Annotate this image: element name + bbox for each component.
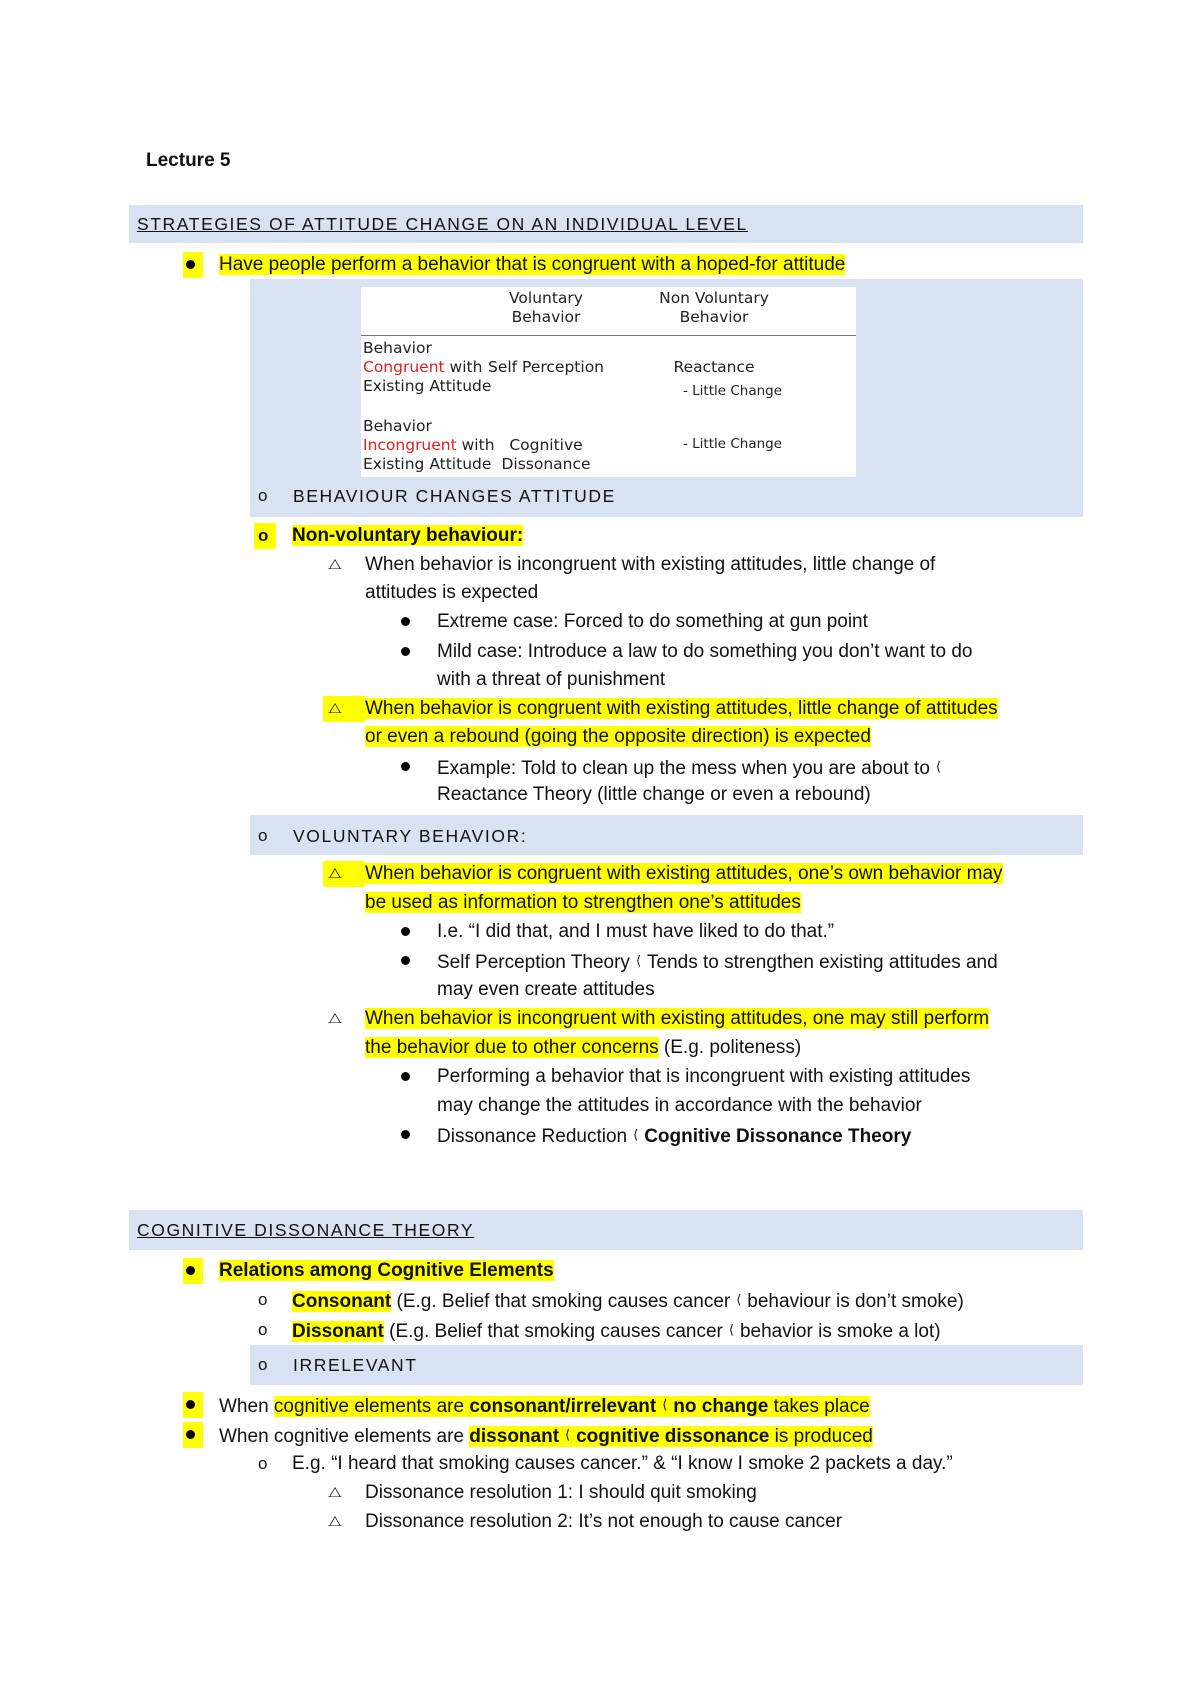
example-reactance: Example: Told to clean up the mess when you are about to ⟨ — [437, 758, 941, 779]
dissonance-reduction: Dissonance Reduction ⟨ Cognitive Dissonance Theory — [437, 1126, 912, 1147]
cell-cognitive-dissonance: Cognitive Dissonance — [501, 436, 591, 473]
bullet-dot — [401, 1130, 410, 1139]
bullet-dot — [401, 1072, 410, 1081]
voluntary-label: VOLUNTARY BEHAVIOR: — [293, 826, 528, 846]
relations-label: Relations among Cognitive Elements — [219, 1260, 554, 1281]
section-heading-cognitive-dissonance: COGNITIVE DISSONANCE THEORY — [137, 1220, 475, 1240]
performing-behavior: may change the attitudes in accordance with the behavior — [437, 1095, 922, 1116]
col-nonvoluntary: Non Voluntary Behavior — [659, 289, 769, 326]
nonvoluntary-item2: or even a rebound (going the opposite direction) is expected — [365, 726, 871, 747]
col-voluntary: Voluntary Behavior — [509, 289, 583, 326]
irrelevant-label: IRRELEVANT — [293, 1355, 418, 1375]
o-bullet: o — [258, 526, 269, 545]
o-bullet: o — [258, 486, 268, 505]
bullet-dot — [401, 617, 410, 626]
bullet-dot — [401, 956, 410, 965]
o-bullet: o — [258, 1454, 268, 1473]
dissonant-produced: When cognitive elements are dissonant ⟨ cognitive dissonance is produced — [219, 1426, 873, 1447]
self-perception-theory: may even create attitudes — [437, 979, 655, 1000]
bullet-dot — [401, 762, 410, 771]
consonant-no-change: When cognitive elements are consonant/irrelevant ⟨ no change takes place — [219, 1396, 870, 1417]
mild-case: with a threat of punishment — [437, 669, 666, 690]
page-title: Lecture 5 — [146, 150, 231, 171]
bullet-icon: ⧍ — [328, 700, 342, 717]
bullet-icon: ⧍ — [328, 556, 342, 573]
section-heading-strategies: STRATEGIES OF ATTITUDE CHANGE ON AN INDIVIDUAL LEVEL — [137, 214, 748, 234]
table-rule — [361, 335, 856, 336]
cell-little-change-2: - Little Change — [683, 436, 783, 452]
bullet-dot — [401, 927, 410, 936]
performing-behavior: Performing a behavior that is incongruent with existing attitudes — [437, 1066, 971, 1087]
o-bullet: o — [258, 1355, 268, 1374]
bullet-dot — [186, 1400, 195, 1409]
cell-little-change-1: - Little Change — [683, 383, 783, 399]
bullet-dot — [401, 647, 410, 656]
cell-reactance: Reactance — [673, 358, 755, 376]
smoking-example: E.g. “I heard that smoking causes cancer.” & “I know I smoke 2 packets a day.” — [292, 1453, 953, 1474]
o-bullet: o — [258, 826, 268, 845]
resolution-1: Dissonance resolution 1: I should quit smoking — [365, 1482, 757, 1503]
row-incongruent-label: Behavior Incongruent with Existing Attitude — [363, 417, 495, 473]
extreme-case: Extreme case: Forced to do something at gun point — [437, 611, 868, 632]
sub-behaviour-changes: BEHAVIOUR CHANGES ATTITUDE — [293, 486, 616, 506]
bullet-icon: ⧍ — [328, 865, 342, 882]
consonant-item: Consonant (E.g. Belief that smoking causes cancer ⟨ behaviour is don’t smoke) — [292, 1291, 964, 1312]
row-congruent-label: Behavior Congruent with Existing Attitude — [363, 339, 492, 395]
voluntary-item1: When behavior is congruent with existing attitudes, one’s own behavior may — [365, 863, 1003, 884]
bullet-dot — [186, 1266, 195, 1275]
attitude-behavior-table — [361, 287, 856, 477]
nonvoluntary-item2: When behavior is congruent with existing attitudes, little change of attitudes — [365, 698, 998, 719]
nonvoluntary-item1: When behavior is incongruent with existing attitudes, little change of — [365, 554, 936, 575]
bullet-dot — [186, 1430, 195, 1439]
cell-self-perception: Self Perception — [487, 358, 604, 376]
nonvoluntary-label: Non-voluntary behaviour: — [292, 525, 524, 546]
example-reactance: Reactance Theory (little change or even a rebound) — [437, 784, 871, 805]
o-bullet: o — [258, 1320, 268, 1339]
bullet-text: Have people perform a behavior that is congruent with a hoped-for attitude — [219, 254, 846, 275]
resolution-2: Dissonance resolution 2: It’s not enough to cause cancer — [365, 1511, 843, 1532]
voluntary-item2: the behavior due to other concerns (E.g. politeness) — [365, 1037, 802, 1058]
o-bullet: o — [258, 1290, 268, 1309]
voluntary-item1: be used as information to strengthen one’s attitudes — [365, 892, 801, 913]
self-perception-theory: Self Perception Theory ⟨ Tends to strengthen existing attitudes and — [437, 952, 998, 973]
bullet-icon: ⧍ — [328, 1010, 342, 1027]
bullet-icon: ⧍ — [328, 1513, 342, 1530]
dissonant-item: Dissonant (E.g. Belief that smoking causes cancer ⟨ behavior is smoke a lot) — [292, 1321, 941, 1342]
voluntary-item2: When behavior is incongruent with existing attitudes, one may still perform — [365, 1008, 990, 1029]
nonvoluntary-item1: attitudes is expected — [365, 582, 539, 603]
bullet-icon: ⧍ — [328, 1484, 342, 1501]
ie-quote: I.e. “I did that, and I must have liked to do that.” — [437, 921, 835, 942]
bullet-dot — [186, 260, 195, 269]
mild-case: Mild case: Introduce a law to do something you don’t want to do — [437, 641, 973, 662]
